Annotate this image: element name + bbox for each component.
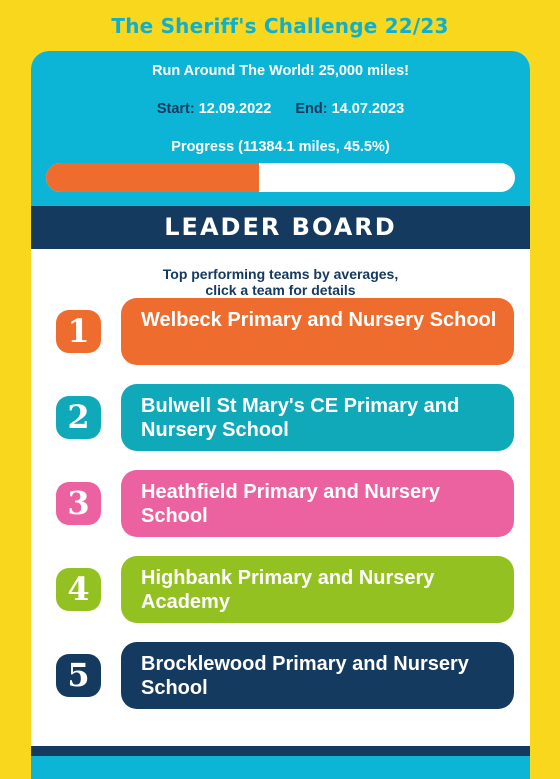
team-item (31, 556, 530, 623)
footer-band (31, 756, 530, 779)
subtitle-line-1: Top performing teams by averages, (162, 266, 399, 282)
challenge-card (31, 51, 530, 779)
subtitle-line-2: click a team for details (205, 282, 356, 298)
team-item (31, 642, 530, 709)
progress-label: Progress (11384.1 miles, 45.5%) (171, 139, 390, 155)
team-button[interactable]: Bulwell St Mary's CE Primary and Nursery School (121, 384, 514, 451)
challenge-name: Run Around The World! 25,000 miles! (151, 63, 409, 79)
end-date: 14.07.2023 (331, 101, 405, 117)
date-range (31, 100, 530, 118)
team-item (31, 298, 530, 365)
progress-bar (46, 163, 515, 192)
team-button[interactable]: Brocklewood Primary and Nursery School (121, 642, 514, 709)
team-list (31, 298, 530, 753)
progress-bar-fill (46, 163, 259, 192)
end-label: End: (295, 101, 328, 117)
start-date: 12.09.2022 (198, 101, 272, 117)
team-button[interactable]: Heathfield Primary and Nursery School (121, 470, 514, 537)
challenge-info (31, 51, 530, 206)
rank-badge: 4 (56, 568, 101, 611)
team-button[interactable]: Highbank Primary and Nursery Academy (121, 556, 514, 623)
team-item (31, 470, 530, 537)
team-item (31, 384, 530, 451)
team-button[interactable]: Welbeck Primary and Nursery School (121, 298, 514, 365)
leaderboard-heading: LEADER BOARD (31, 206, 530, 249)
rank-badge: 3 (56, 482, 101, 525)
leaderboard-subtitle (31, 266, 530, 298)
footer-divider (31, 746, 530, 756)
start-label: Start: (156, 101, 195, 117)
rank-badge: 2 (56, 396, 101, 439)
rank-badge: 1 (56, 310, 101, 353)
rank-badge: 5 (56, 654, 101, 697)
page-title: The Sheriff's Challenge 22/23 (111, 14, 449, 38)
